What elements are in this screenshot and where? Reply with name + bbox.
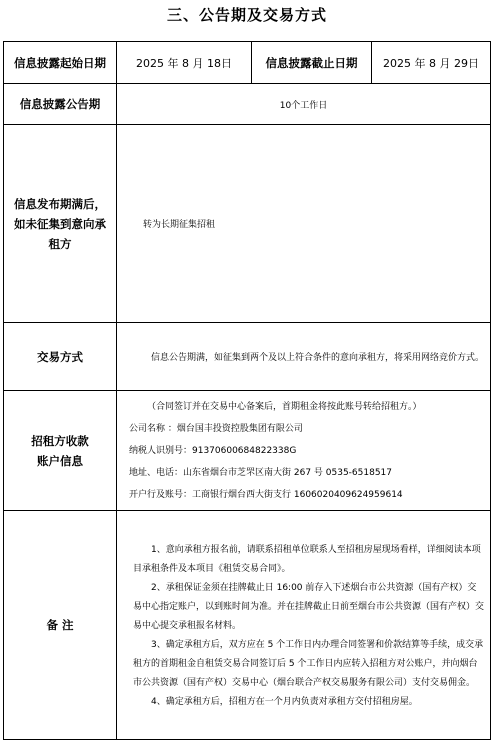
- account-info: [117, 391, 491, 511]
- section-title: 三、公告期及交易方式: [166, 6, 327, 24]
- remark-item: 1、意向承租方报名前，请联系招租单位联系人至招租房屋现场看样，详细阅读本项目承租条件及本项目《租赁交易合同》。: [133, 544, 481, 574]
- table-row: [4, 84, 491, 125]
- period-value: 10个工作日: [117, 84, 491, 125]
- table-row: [4, 391, 491, 511]
- trade-value: 信息公告期满，如征集到两个及以上符合条件的意向承租方，将采用网络竞价方式。: [117, 323, 491, 391]
- table-row: [4, 511, 491, 740]
- remarks-label: 备 注: [4, 511, 117, 740]
- announcement-table: [3, 41, 491, 740]
- account-label: [4, 391, 117, 511]
- table-row: [4, 125, 491, 323]
- account-address: 地址、电话：山东省烟台市芝罘区南大街 267 号 0535-6518517: [129, 467, 392, 478]
- remark-item: 2、承租保证金须在挂牌截止日 16:00 前存入下述烟台市公共资源（国有产权）交易中心指定账户，以到账时间为准。并在挂牌截止日前至烟台市公共资源（国有产权）交易中心提交承租报名材料。: [133, 582, 485, 631]
- account-company: 公司名称 ：烟台国丰投资控股集团有限公司: [129, 423, 303, 434]
- end-date-value: 2025 年 8 月 29日: [372, 42, 491, 84]
- account-note: （合同签订并在交易中心备案后，首期租金将按此账号转给招租方。）: [147, 401, 422, 412]
- table-row: [4, 323, 491, 391]
- trade-label: 交易方式: [4, 323, 117, 391]
- no-intent-label-line: 信息发布期满后，: [14, 196, 106, 211]
- period-label: 信息披露公告期: [4, 84, 117, 125]
- account-tax-id: 纳税人识别号：91370600684822338G: [129, 445, 297, 456]
- account-label-line: 账户信息: [37, 453, 83, 468]
- end-date-label: 信息披露截止日期: [252, 42, 372, 84]
- account-label-line: 招租方收款: [31, 433, 89, 448]
- remark-item: 3、确定承租方后，双方应在 5 个工作日内办理合同签署和价款结算等手续，成交承租方的首期租金自租赁交易合同签订后 5 个工作日内应转入招租方对公账户，并向烟台市公共资源（国有产权）交易中心（烟台联合产权交易服务有限公司）支付交易佣金。: [133, 639, 484, 688]
- remark-item: 4、确定承租方后，招租方在一个月内负责对承租方交付招租房屋。: [151, 696, 418, 707]
- start-date-value: 2025 年 8 月 18日: [117, 42, 252, 84]
- start-date-label: 信息披露起始日期: [4, 42, 117, 84]
- remarks-content: [117, 511, 491, 740]
- no-intent-value: 转为长期征集招租: [117, 125, 491, 323]
- no-intent-label-line: 如未征集到意向承: [14, 216, 106, 231]
- table-row: [4, 42, 491, 84]
- account-bank: 开户行及账号：工商银行烟台西大街支行 1606020409624959614: [129, 489, 403, 500]
- no-intent-label: [4, 125, 117, 323]
- no-intent-label-line: 租方: [48, 236, 72, 251]
